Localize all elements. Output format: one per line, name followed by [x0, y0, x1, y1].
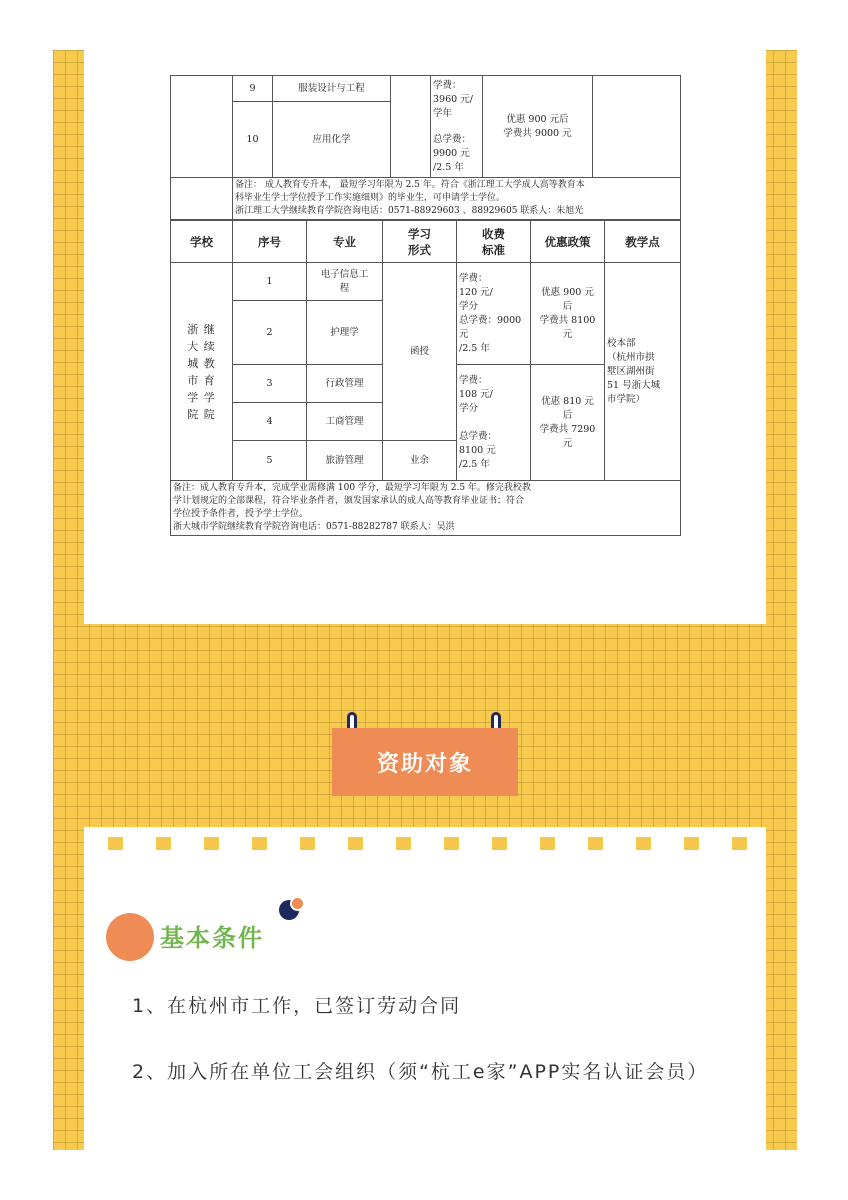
orange-circle-icon	[106, 913, 154, 961]
note-line: 备注：成人教育专升本，完成学业需修满 100 学分，最短学习年限为 2.5 年。修完我校教	[173, 483, 531, 493]
row-number: 3	[233, 365, 307, 403]
policy-line: 优惠 900 元后	[506, 113, 569, 125]
fee-standard: 学费： 108 元/ 学分 总学费： 8100 元 /2.5 年	[457, 365, 531, 481]
section-title: 资助对象	[332, 728, 518, 796]
table-cell-empty	[171, 76, 233, 178]
policy-line: 学费共 9000 元	[503, 127, 572, 139]
discount-policy: 优惠 900 元 后 学费共 8100 元	[531, 263, 605, 365]
orange-dot-icon	[290, 896, 305, 911]
sub-heading: 基本条件	[160, 924, 264, 952]
note-line: 学计划规定的全部课程，符合毕业条件者，颁发国家承认的成人高等教育毕业证书；符合	[173, 496, 525, 506]
major-name: 工商管理	[307, 403, 383, 441]
dash-mark	[588, 837, 603, 850]
note-line: 备注： 成人教育专升本， 最短学习年限为 2.5 年。符合《浙江理工大学成人高等教育本	[235, 180, 585, 190]
header-study-form: 学习 形式	[383, 221, 457, 263]
discount-policy: 优惠 810 元 后 学费共 7290 元	[531, 365, 605, 481]
fee-line: 9900 元	[433, 147, 470, 159]
major-name: 电子信息工 程	[307, 263, 383, 301]
scanned-document	[170, 75, 680, 536]
table-cell-empty	[171, 178, 233, 220]
fee-standard: 学费： 120 元/ 学分 总学费：9000 元 /2.5 年	[457, 263, 531, 365]
major-name: 行政管理	[307, 365, 383, 403]
note-line: 浙江理工大学继续教育学院咨询电话：0571-88929603 、88929605 联系人：朱旭光	[235, 206, 584, 216]
dash-mark	[396, 837, 411, 850]
condition-item: 1、在杭州市工作，已签订劳动合同	[132, 995, 462, 1017]
dash-mark	[636, 837, 651, 850]
study-form: 函授	[383, 263, 457, 441]
condition-item: 2、加入所在单位工会组织（须“杭工e家”APP实名认证会员）	[132, 1061, 709, 1083]
major-name: 护理学	[307, 301, 383, 365]
row-number: 10	[233, 102, 273, 178]
dash-mark	[156, 837, 171, 850]
fee-standard	[431, 76, 483, 178]
table-note	[171, 481, 681, 536]
major-name: 服装设计与工程	[273, 76, 391, 102]
table-cell-empty	[391, 76, 431, 178]
fee-line: /2.5 年	[433, 161, 464, 173]
major-name: 旅游管理	[307, 441, 383, 481]
table-cell-empty	[593, 76, 681, 178]
dash-mark	[732, 837, 747, 850]
row-number: 2	[233, 301, 307, 365]
row-number: 5	[233, 441, 307, 481]
header-policy: 优惠政策	[531, 221, 605, 263]
dash-mark	[252, 837, 267, 850]
fee-line: 总学费：	[433, 133, 472, 145]
dash-mark	[348, 837, 363, 850]
header-location: 教学点	[605, 221, 681, 263]
teaching-location: 校本部 （杭州市拱 墅区湖州街 51 号浙大城 市学院）	[605, 263, 681, 481]
header-major: 专业	[307, 221, 383, 263]
dash-mark	[492, 837, 507, 850]
fee-line	[433, 121, 480, 133]
note-line: 科毕业生学士学位授予工作实施细则》的毕业生，可申请学士学位。	[235, 193, 506, 203]
header-number: 序号	[233, 221, 307, 263]
note-line: 学位授予条件者，授予学士学位。	[173, 509, 309, 519]
discount-policy	[483, 76, 593, 178]
fee-line: 3960 元/	[433, 93, 473, 105]
fee-line: 学费：	[433, 79, 462, 91]
table-continued	[170, 75, 681, 220]
major-name: 应用化学	[273, 102, 391, 178]
dash-mark	[540, 837, 555, 850]
dash-mark	[684, 837, 699, 850]
dash-mark	[444, 837, 459, 850]
fee-line: 学年	[433, 107, 453, 119]
dash-mark	[300, 837, 315, 850]
study-form: 业余	[383, 441, 457, 481]
row-number: 9	[233, 76, 273, 102]
note-line: 浙大城市学院继续教育学院咨询电话：0571-88282787 联系人：吴洪	[173, 522, 455, 532]
row-number: 4	[233, 403, 307, 441]
fee-lines	[433, 79, 480, 175]
table-main	[170, 220, 681, 536]
school-name	[171, 263, 233, 481]
header-school: 学校	[171, 221, 233, 263]
dash-mark	[204, 837, 219, 850]
header-fee: 收费 标准	[457, 221, 531, 263]
dash-mark	[108, 837, 123, 850]
table-note	[233, 178, 681, 220]
school-name-text: 浙 继 大 续 城 教 市 育 学 学 院 院	[187, 322, 216, 421]
row-number: 1	[233, 263, 307, 301]
